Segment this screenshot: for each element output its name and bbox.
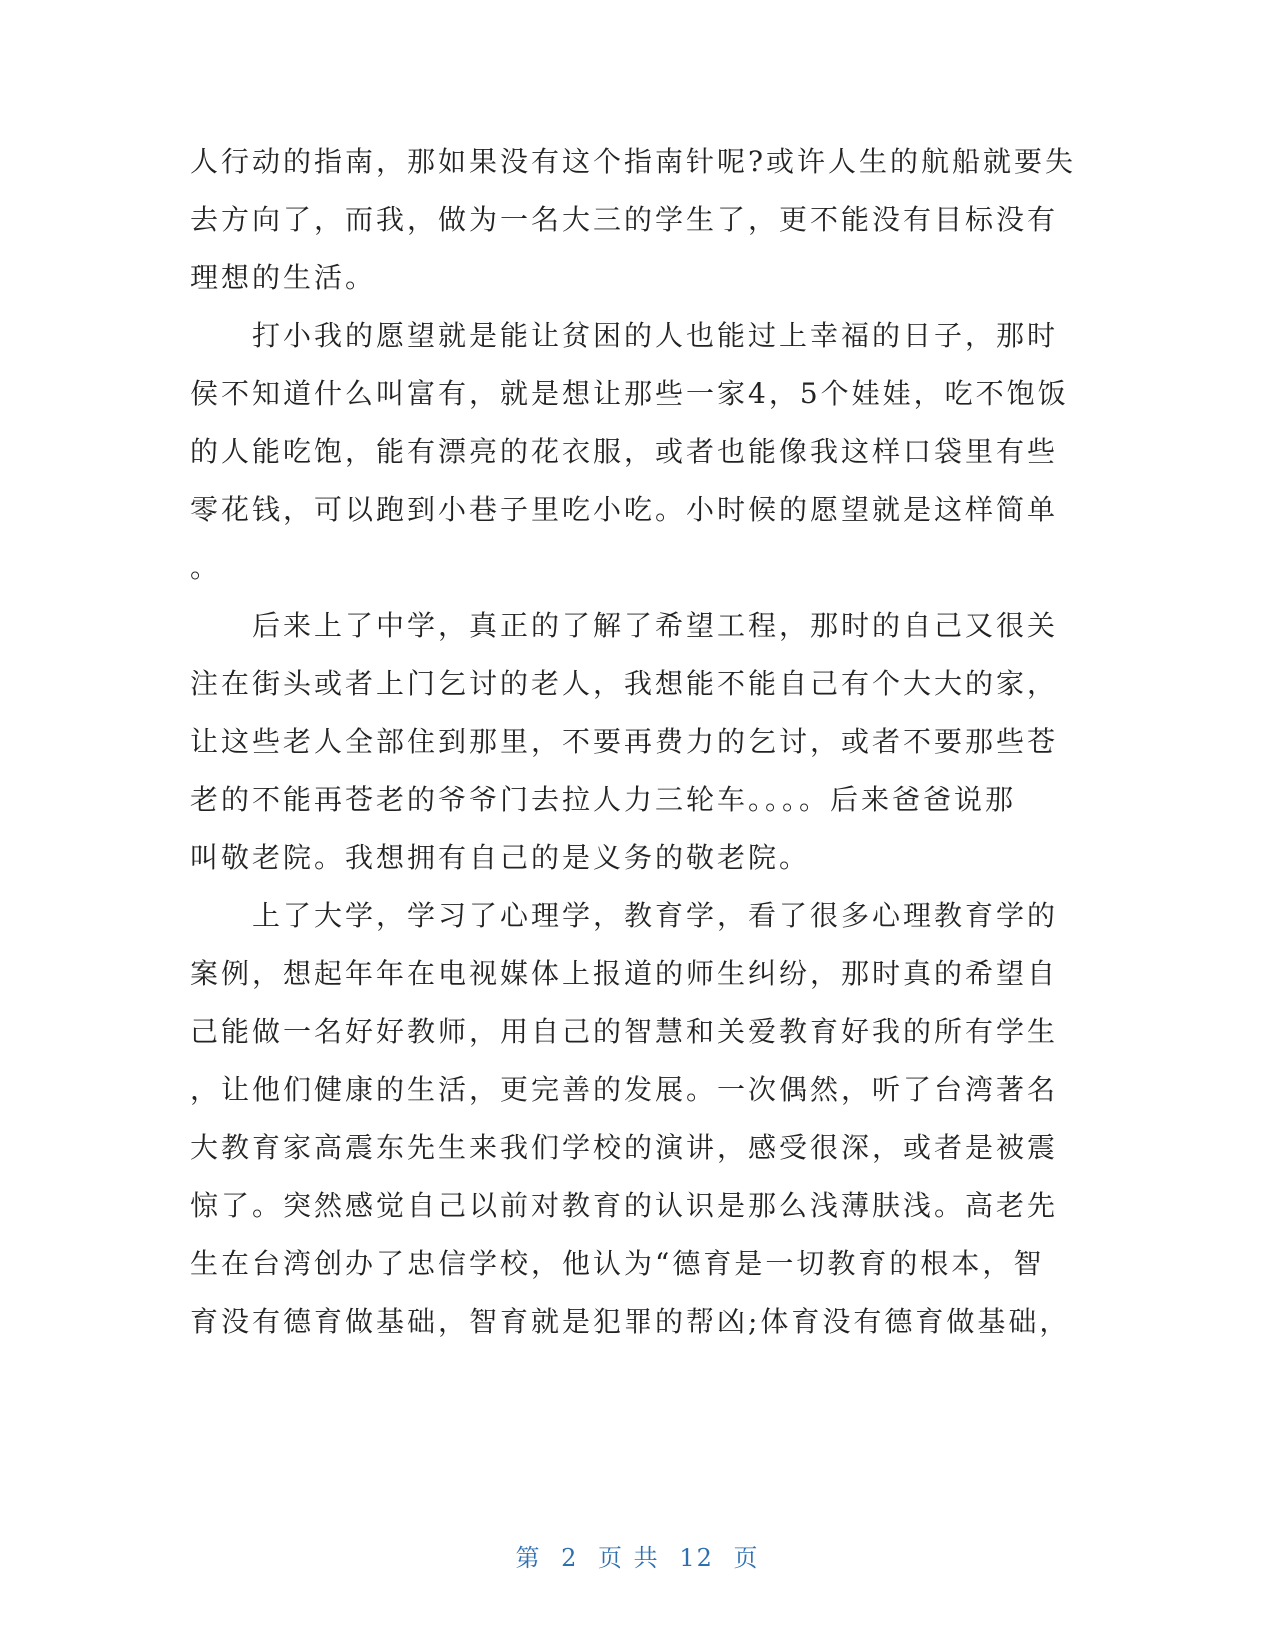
text-line: 的人能吃饱，能有漂亮的花衣服，或者也能像我这样口袋里有些 (190, 435, 1059, 468)
page-footer (0, 1538, 1275, 1573)
footer-middle: 页 共 (598, 1544, 660, 1572)
footer-total-pages: 12 (679, 1544, 714, 1572)
text-line: 后来上了中学，真正的了解了希望工程，那时的自己又很关 (190, 609, 1059, 642)
text-line: 育没有德育做基础，智育就是犯罪的帮凶;体育没有德育做基础， (190, 1305, 1071, 1338)
text-line: 大教育家高震东先生来我们学校的演讲，感受很深，或者是被震 (190, 1131, 1059, 1164)
text-line: 人行动的指南，那如果没有这个指南针呢?或许人生的航船就要失 (190, 145, 1077, 178)
text-line: 零花钱，可以跑到小巷子里吃小吃。小时候的愿望就是这样简单 (190, 493, 1059, 526)
text-line: 。 (190, 551, 222, 584)
text-line: 叫敬老院。我想拥有自己的是义务的敬老院。 (190, 841, 811, 874)
text-line: ，让他们健康的生活，更完善的发展。一次偶然，听了台湾著名 (190, 1073, 1059, 1106)
text-line: 去方向了，而我，做为一名大三的学生了，更不能没有目标没有 (190, 203, 1059, 236)
text-line: 上了大学，学习了心理学，教育学，看了很多心理教育学的 (190, 899, 1059, 932)
footer-prefix: 第 (515, 1544, 542, 1572)
text-line: 生在台湾创办了忠信学校，他认为“德育是一切教育的根本，智 (190, 1247, 1045, 1280)
text-line: 理想的生活。 (190, 261, 377, 294)
text-line: 己能做一名好好教师，用自己的智慧和关爱教育好我的所有学生 (190, 1015, 1059, 1048)
footer-suffix: 页 (733, 1544, 760, 1572)
text-line: 注在街头或者上门乞讨的老人，我想能不能自己有个大大的家， (190, 667, 1059, 700)
text-line: 老的不能再苍老的爷爷门去拉人力三轮车。。。。后来爸爸说那 (190, 783, 1017, 816)
text-line: 案例，想起年年在电视媒体上报道的师生纠纷，那时真的希望自 (190, 957, 1059, 990)
text-line: 侯不知道什么叫富有，就是想让那些一家4，5个娃娃，吃不饱饭 (190, 377, 1069, 410)
text-line: 打小我的愿望就是能让贫困的人也能过上幸福的日子，那时 (190, 319, 1059, 352)
text-line: 惊了。突然感觉自己以前对教育的认识是那么浅薄肤浅。高老先 (190, 1189, 1059, 1222)
footer-page-number: 2 (561, 1544, 579, 1572)
text-line: 让这些老人全部住到那里，不要再费力的乞讨，或者不要那些苍 (190, 725, 1059, 758)
